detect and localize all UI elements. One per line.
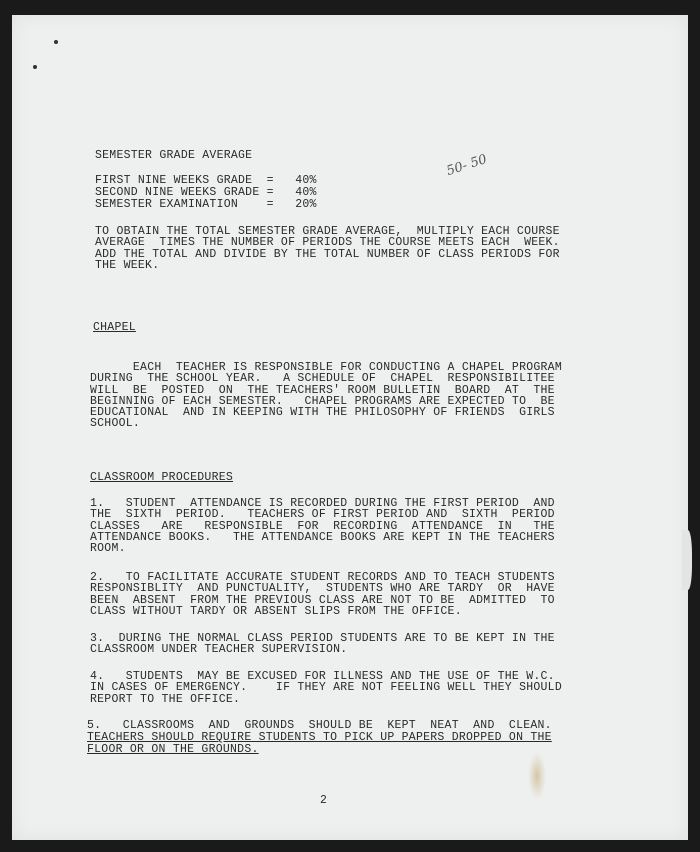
punch-hole [33, 65, 37, 69]
heading-classroom-procedures: CLASSROOM PROCEDURES [90, 471, 234, 484]
procedure-item-5-line-3: FLOOR OR ON THE GROUNDS. [87, 743, 259, 756]
grade-row-2: SECOND NINE WEEKS GRADE = 40% [95, 186, 317, 199]
procedure-item-3: 3. DURING THE NORMAL CLASS PERIOD STUDENTS ARE TO BE KEPT IN THE CLASSROOM UNDER TEACHER SUPERVISION. [90, 632, 555, 657]
procedure-item-5-line-2: TEACHERS SHOULD REQUIRE STUDENTS TO PICK UP PAPERS DROPPED ON THE [87, 731, 552, 744]
heading-chapel: CHAPEL [93, 321, 136, 334]
handwritten-note: 50- 50 [444, 151, 489, 180]
procedure-item-4: 4. STUDENTS MAY BE EXCUSED FOR ILLNESS AND THE USE OF THE W.C. IN CASES OF EMERGENCY. IF THEY ARE NOT FEELING WELL THEY SHOULD REPORT TO THE OFFICE. [90, 670, 562, 706]
heading-semester-grade: SEMESTER GRADE AVERAGE [95, 149, 253, 162]
grade-row-3: SEMESTER EXAMINATION = 20% [95, 198, 317, 211]
grade-paragraph: TO OBTAIN THE TOTAL SEMESTER GRADE AVERAGE, MULTIPLY EACH COURSE AVERAGE TIMES THE NUMBER OF PERIODS THE COURSE MEETS EACH WEEK. ADD THE TOTAL AND DIVIDE BY THE TOTAL NUMBER OF CLASS PERIODS FOR THE WEEK. [95, 225, 560, 272]
punch-hole [54, 40, 58, 44]
procedure-item-5-line-1: 5. CLASSROOMS AND GROUNDS SHOULD BE KEPT NEAT AND CLEAN. [87, 719, 552, 732]
procedure-item-2: 2. TO FACILITATE ACCURATE STUDENT RECORDS AND TO TEACH STUDENTS RESPONSIBLITY AND PUNCTUALITY, STUDENTS WHO ARE TARDY OR HAVE BEEN ABSENT FROM THE PREVIOUS CLASS ARE NOT TO BE ADMITTED TO CLASS WITHOUT TARDY OR ABSENT SLIPS FROM THE OFFICE. [90, 571, 555, 618]
stain-mark [528, 752, 546, 800]
page-number: 2 [320, 794, 328, 807]
paper-tear [682, 530, 692, 590]
procedure-item-1: 1. STUDENT ATTENDANCE IS RECORDED DURING THE FIRST PERIOD AND THE SIXTH PERIOD. TEACHERS OF FIRST PERIOD AND SIXTH PERIOD CLASSES ARE RESPONSIBLE FOR RECORDING ATTENDANCE IN THE ATTENDANCE BOOKS. THE ATTENDANCE BOOKS ARE KEPT IN THE TEACHERS ROOM. [90, 497, 555, 556]
chapel-paragraph: EACH TEACHER IS RESPONSIBLE FOR CONDUCTING A CHAPEL PROGRAM DURING THE SCHOOL YEAR. A SCHEDULE OF CHAPEL RESPONSIBILITEE WILL BE POSTED ON THE TEACHERS' ROOM BULLETIN BOARD AT THE BEGINNING OF EACH SEMESTER. CHAPEL PROGRAMS ARE EXPECTED TO BE EDUCATIONAL AND IN KEEPING WITH THE PHILOSOPHY OF FRIENDS GIRLS SCHOOL. [90, 361, 562, 431]
grade-row-1: FIRST NINE WEEKS GRADE = 40% [95, 174, 317, 187]
